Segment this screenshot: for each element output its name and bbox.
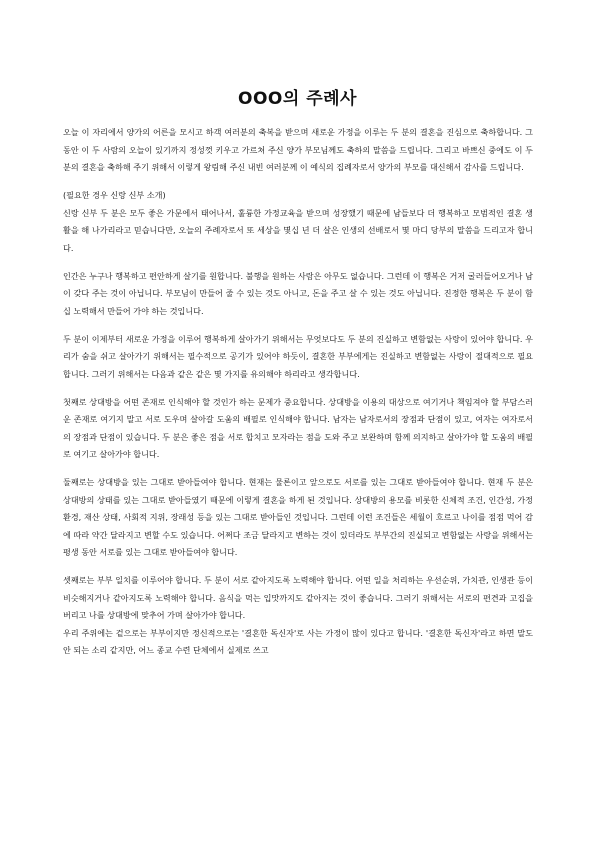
paragraph-first-advice: 첫째로 상대방을 어떤 존재로 인식해야 할 것인가 하는 문제가 중요합니다. 상대방을 이용의 대상으로 여기거나 책임져야 할 부담스러운 존재로 여기지 말고 서로 도우며 살아갈 도움의 배필로 인식해야 합니다. 남자는 남자로서의 장점과 단점이 있고, 여자는 여자로서의 장점과 단점이 있습니다. 두 분은 좋은 점을 서로 합치고 모자라는 점을 도와 주고 보완하며 함께 의지하고 살아가야 할 도움의 배필로 여기고 살아가야 합니다. — [63, 396, 533, 459]
paragraph-second-advice: 둘째로는 상대방을 있는 그대로 받아들여야 합니다. 현재는 물론이고 앞으로도 서로를 있는 그대로 받아들여야 합니다. 현재 두 분은 상대방의 상태를 있는 그대로 받아들였기 때문에 이렇게 결혼을 하게 된 것입니다. 상대방의 용모를 비롯한 신체적 조건, 인간성, 가정환경, 재산 상태, 사회적 지위, 장래성 등을 있는 그대로 받아들인 것입니다. 그런데 이런 조건들은 세월이 흐르고 나이를 점점 먹어 감에 따라 약간 달라지고 변할 수도 있습니다. 어쩌다 조금 달라지고 변하는 것이 있더라도 부부간의 진실되고 변함없는 사랑을 위해서는 평생 동안 서로를 있는 그대로 받아들여야 합니다. — [63, 477, 534, 557]
paragraph-couple-introduction: (필요한 경우 신랑 신부 소개) 신랑 신부 두 분은 모두 좋은 가문에서 태어나서, 훌륭한 가정교육을 받으며 성장했기 때문에 남들보다 더 행복하고 모범적인 결혼 생활을 해 나가리라고 믿습니다만, 오늘의 주례자로서 또 세상을 몇십 년 더 살은 인생의 선배로서 몇 마디 당부의 말씀을 드리고자 합니다. — [63, 190, 533, 253]
paragraph-happiness: 인간은 누구나 행복하고 편안하게 살기를 원합니다. 불행을 원하는 사람은 아무도 없습니다. 그런데 이 행복은 거저 굴러들어오거나 남이 갖다 주는 것이 아닙니다. 부모님이 만들어 줄 수 있는 것도 아니고, 돈을 주고 살 수 있는 것도 아닙니다. 진정한 행복은 두 분이 함십 노력해서 만들어 가야 하는 것입니다. — [63, 270, 533, 316]
paragraph-true-love: 두 분이 이제부터 새로운 가정을 이루어 행복하게 살아가기 위해서는 무엇보다도 두 분의 진실하고 변함없는 사랑이 있어야 합니다. 우리가 숨을 쉬고 살아가기 위해서는 필수적으로 공기가 있어야 하듯이, 결혼한 부부에게는 진실하고 변함없는 사랑이 절대적으로 필요합니다. 그러기 위해서는 다음과 같은 같은 몇 가지를 유의해야 하리라고 생각합니다. — [63, 333, 533, 379]
document-title: OOO의 주례사 — [238, 89, 357, 109]
document-body — [63, 124, 533, 660]
paragraph-opening: 오늘 이 자리에서 양가의 어른을 모시고 하객 여러분의 축복을 받으며 새로운 가정을 이루는 두 분의 결혼을 진심으로 축하합니다. 그동안 이 두 사람의 오늘이 있기까지 정성껏 키우고 가르쳐 주신 양가 부모님께도 축하의 말씀을 드립니다. 그리고 바쁘신 중에도 이 두 분의 결혼을 축하해 주기 위해서 이렇게 왕림해 주신 내빈 여러분께 이 예식의 집례자로서 양가의 부모를 대신해서 감사를 드립니다. — [63, 127, 533, 172]
paragraph-third-advice: 셋째로는 부부 일치를 이루어야 합니다. 두 분이 서로 같아지도록 노력해야 합니다. 어떤 일을 처리하는 우선순위, 가치관, 인생관 등이 비슷해지거나 같아지도록 노력해야 합니다. 음식을 먹는 입맛까지도 같아지는 것이 좋습니다. 그러기 위해서는 서로의 편견과 고집을 버리고 나를 상대방에 맞추어 가며 살아가야 합니다. 우리 주위에는 겉으로는 부부이지만 정신적으로는 '결혼한 독신자'로 사는 가정이 많이 있다고 합니다. '결혼한 독신자'라고 하면 말도 안 되는 소리 같지만, 어느 종교 수련 단체에서 실제로 쓰고 — [63, 575, 533, 655]
